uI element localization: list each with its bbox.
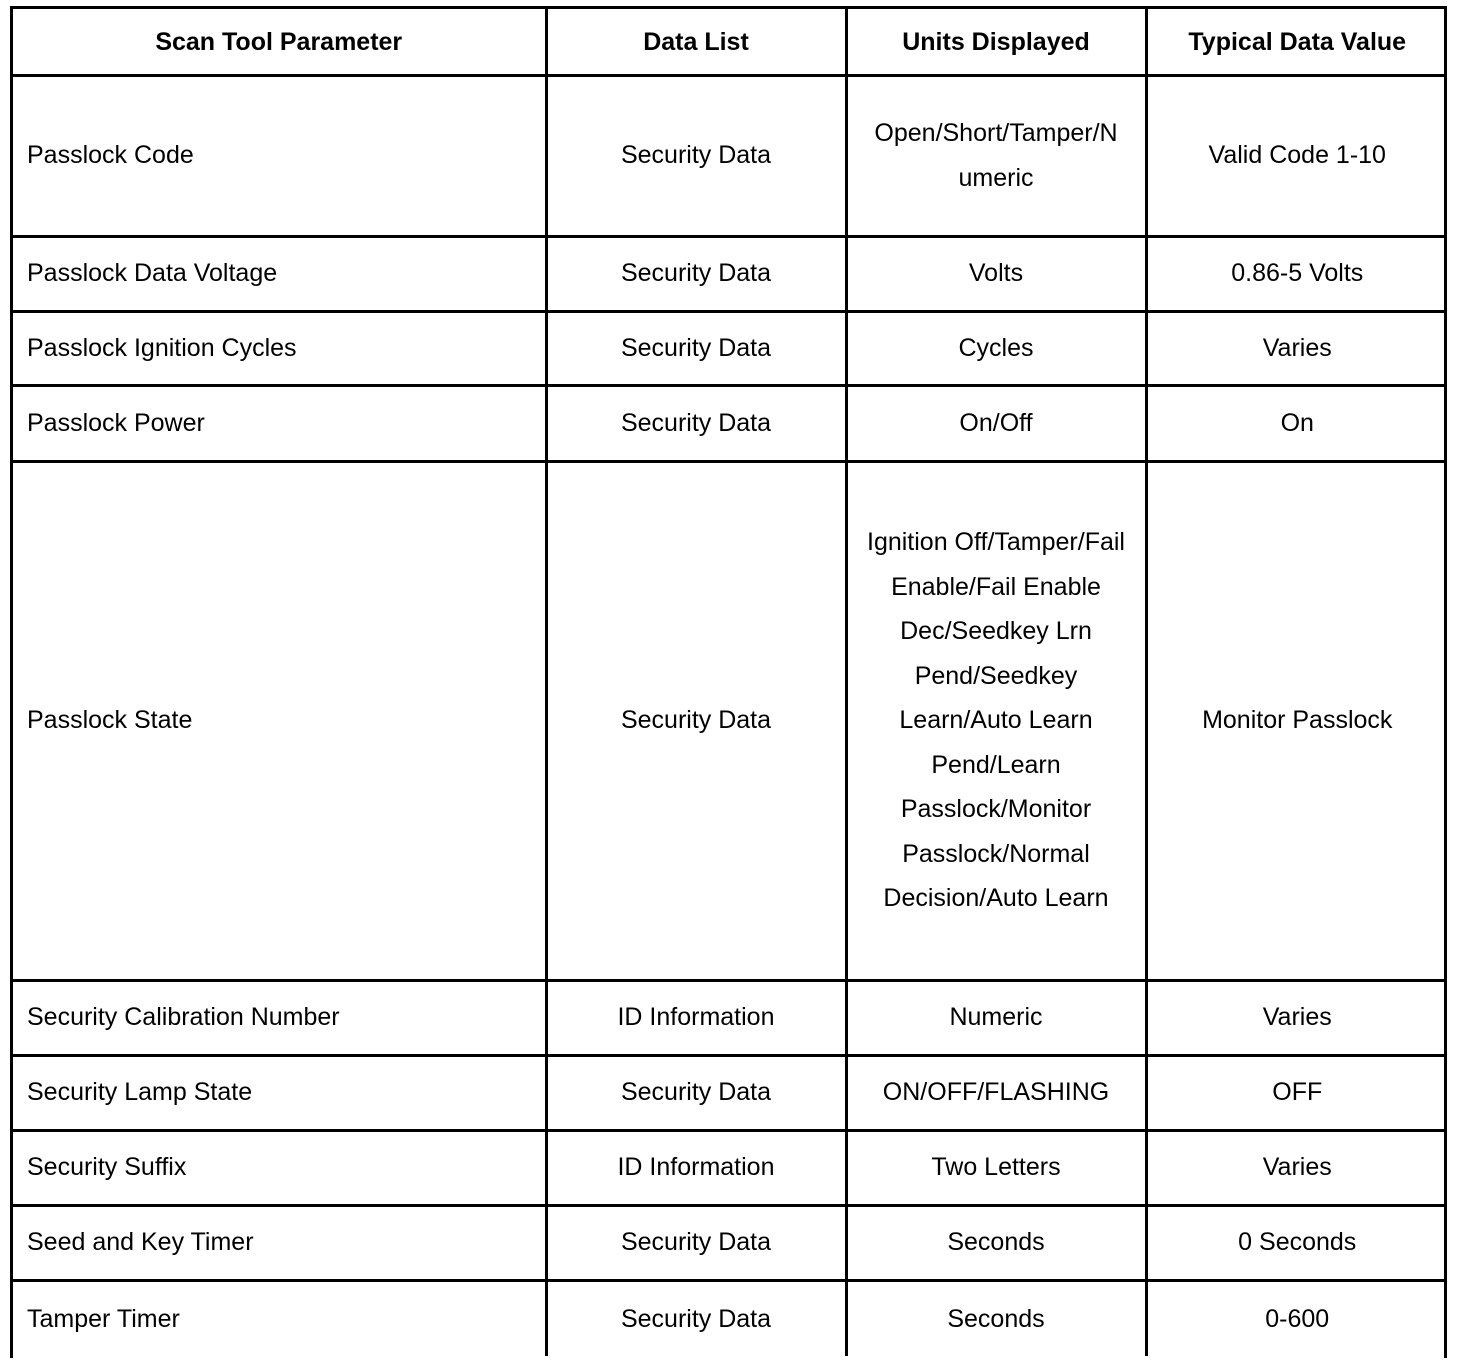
cell-data-list: Security Data bbox=[546, 385, 846, 461]
cell-typical-value: 0-600 bbox=[1265, 1304, 1330, 1333]
cell-typical-value: Monitor Passlock bbox=[1146, 461, 1447, 980]
cell-units: Seconds bbox=[846, 1280, 1146, 1356]
cell-typical-value: Varies bbox=[1146, 1130, 1447, 1205]
table-row bbox=[13, 1130, 1447, 1205]
cell-parameter: Passlock Data Voltage bbox=[13, 236, 546, 311]
cell-units: Two Letters bbox=[846, 1130, 1146, 1205]
header-scan-tool-parameter: Scan Tool Parameter bbox=[13, 9, 546, 75]
table-row bbox=[13, 1205, 1447, 1280]
header-data-list: Data List bbox=[546, 9, 846, 75]
cell-typical-value: OFF bbox=[1146, 1055, 1447, 1130]
cell-parameter: Seed and Key Timer bbox=[13, 1205, 546, 1280]
cell-units: ON/OFF/FLASHING bbox=[846, 1055, 1146, 1130]
cell-units: Cycles bbox=[846, 311, 1146, 385]
table-row bbox=[13, 385, 1447, 461]
cell-units: Seconds bbox=[846, 1205, 1146, 1280]
cell-units: Ignition Off/Tamper/Fail Enable/Fail Enable Dec/Seedkey Lrn Pend/Seedkey Learn/Auto Learn Pend/Learn Passlock/Monitor Passlock/Normal Decision/Auto Learn bbox=[846, 461, 1146, 980]
cell-typical-value: Varies bbox=[1146, 980, 1447, 1055]
header-units-displayed: Units Displayed bbox=[846, 9, 1146, 75]
cell-typical-value: On bbox=[1146, 385, 1447, 461]
header-typical-data-value: Typical Data Value bbox=[1146, 9, 1447, 75]
cell-parameter: Security Lamp State bbox=[13, 1055, 546, 1130]
cell-data-list: Security Data bbox=[546, 236, 846, 311]
cell-typical-value: Varies bbox=[1146, 311, 1447, 385]
cell-data-list: Security Data bbox=[546, 311, 846, 385]
scan-tool-parameter-table bbox=[13, 9, 1447, 1356]
table-row bbox=[13, 461, 1447, 980]
cell-units: Volts bbox=[846, 236, 1146, 311]
cell-units: On/Off bbox=[846, 385, 1146, 461]
cell-typical-value: 0.86-5 Volts bbox=[1146, 236, 1447, 311]
cell-parameter: Security Calibration Number bbox=[13, 980, 546, 1055]
cell-parameter: Tamper Timer bbox=[13, 1280, 546, 1356]
cell-data-list: ID Information bbox=[546, 1130, 846, 1205]
table-header-row bbox=[13, 9, 1447, 75]
cell-units: Open/Short/Tamper/Numeric bbox=[846, 75, 1146, 236]
cell-data-list: Security Data bbox=[546, 1280, 846, 1356]
cell-data-list: ID Information bbox=[546, 980, 846, 1055]
cell-typical-value: 0 Seconds bbox=[1146, 1205, 1447, 1280]
cell-data-list: Security Data bbox=[546, 1205, 846, 1280]
scan-tool-parameter-table-frame bbox=[10, 6, 1447, 1358]
cell-parameter: Security Suffix bbox=[13, 1130, 546, 1205]
table-row bbox=[13, 311, 1447, 385]
table-row bbox=[13, 236, 1447, 311]
cell-units: Numeric bbox=[846, 980, 1146, 1055]
cell-data-list: Security Data bbox=[546, 461, 846, 980]
cell-parameter: Passlock Ignition Cycles bbox=[13, 311, 546, 385]
table-row bbox=[13, 75, 1447, 236]
cell-parameter: Passlock Power bbox=[13, 385, 546, 461]
cell-parameter: Passlock State bbox=[13, 461, 546, 980]
cell-data-list: Security Data bbox=[546, 1055, 846, 1130]
table-row bbox=[13, 1280, 1447, 1356]
cell-data-list: Security Data bbox=[546, 75, 846, 236]
table-row bbox=[13, 980, 1447, 1055]
cell-typical-value: Valid Code 1-10 bbox=[1146, 75, 1447, 236]
cell-parameter: Passlock Code bbox=[13, 75, 546, 236]
table-row bbox=[13, 1055, 1447, 1130]
